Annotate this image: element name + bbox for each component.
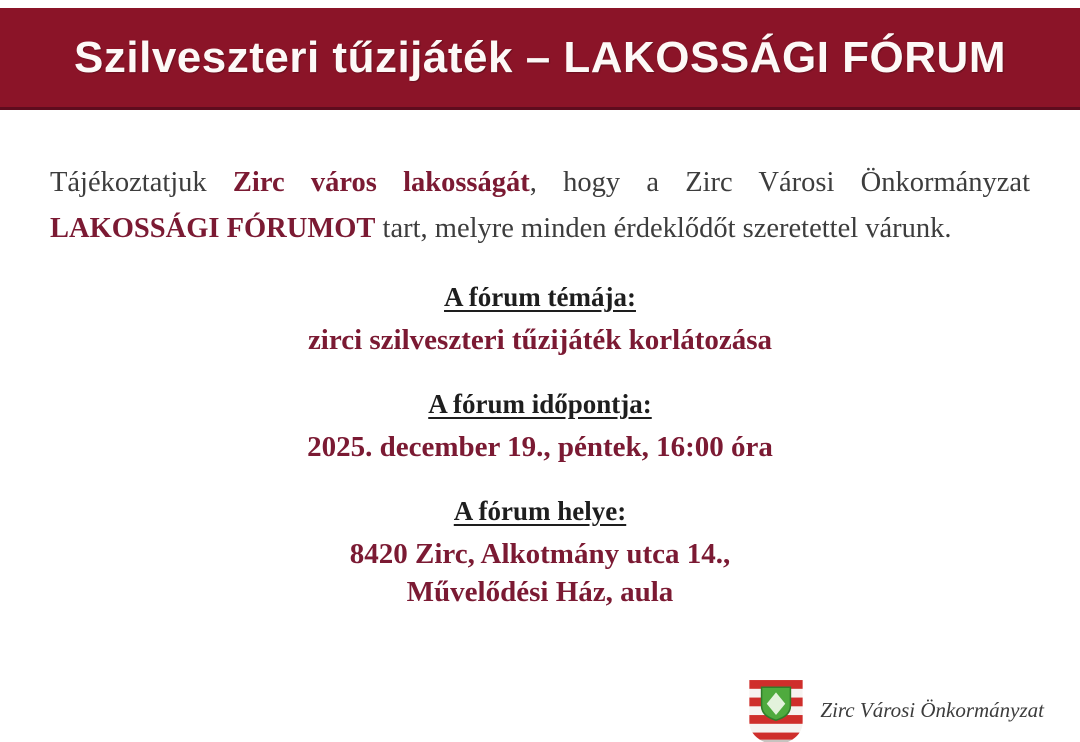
section-datetime-heading: A fórum időpontja:: [428, 389, 652, 419]
page-title: Szilveszteri tűzijáték – LAKOSSÁGI FÓRUM: [74, 32, 1006, 82]
section-location-heading: A fórum helye:: [453, 496, 627, 526]
section-datetime: [0, 389, 1080, 466]
footer: [744, 678, 1044, 742]
section-topic-heading: A fórum témája:: [444, 282, 636, 312]
section-topic-value: zirci szilveszteri tűzijáték korlátozása: [307, 324, 773, 356]
intro-segment: Tájékoztatjuk: [50, 167, 233, 198]
intro-segment: tart, melyre minden érdeklődőt szeretettel várunk.: [375, 213, 952, 244]
section-location-address: 8420 Zirc, Alkotmány utca 14.,: [349, 538, 731, 570]
intro-highlight-audience: Zirc város lakosságát: [232, 167, 530, 198]
header-banner: [0, 8, 1080, 110]
footer-org-name: Zirc Városi Önkormányzat: [820, 697, 1044, 722]
intro-highlight-forum: LAKOSSÁGI FÓRUMOT: [50, 213, 376, 244]
section-datetime-value: 2025. december 19., péntek, 16:00 óra: [307, 431, 773, 463]
section-location-venue: Művelődési Ház, aula: [406, 576, 674, 608]
section-topic: [0, 282, 1080, 359]
intro-segment: , hogy a Zirc Városi Önkormányzat: [529, 167, 1030, 198]
forum-details: [0, 282, 1080, 611]
section-location: [0, 496, 1080, 611]
intro-paragraph: [50, 160, 1030, 252]
zirc-coat-of-arms-icon: [744, 678, 808, 742]
